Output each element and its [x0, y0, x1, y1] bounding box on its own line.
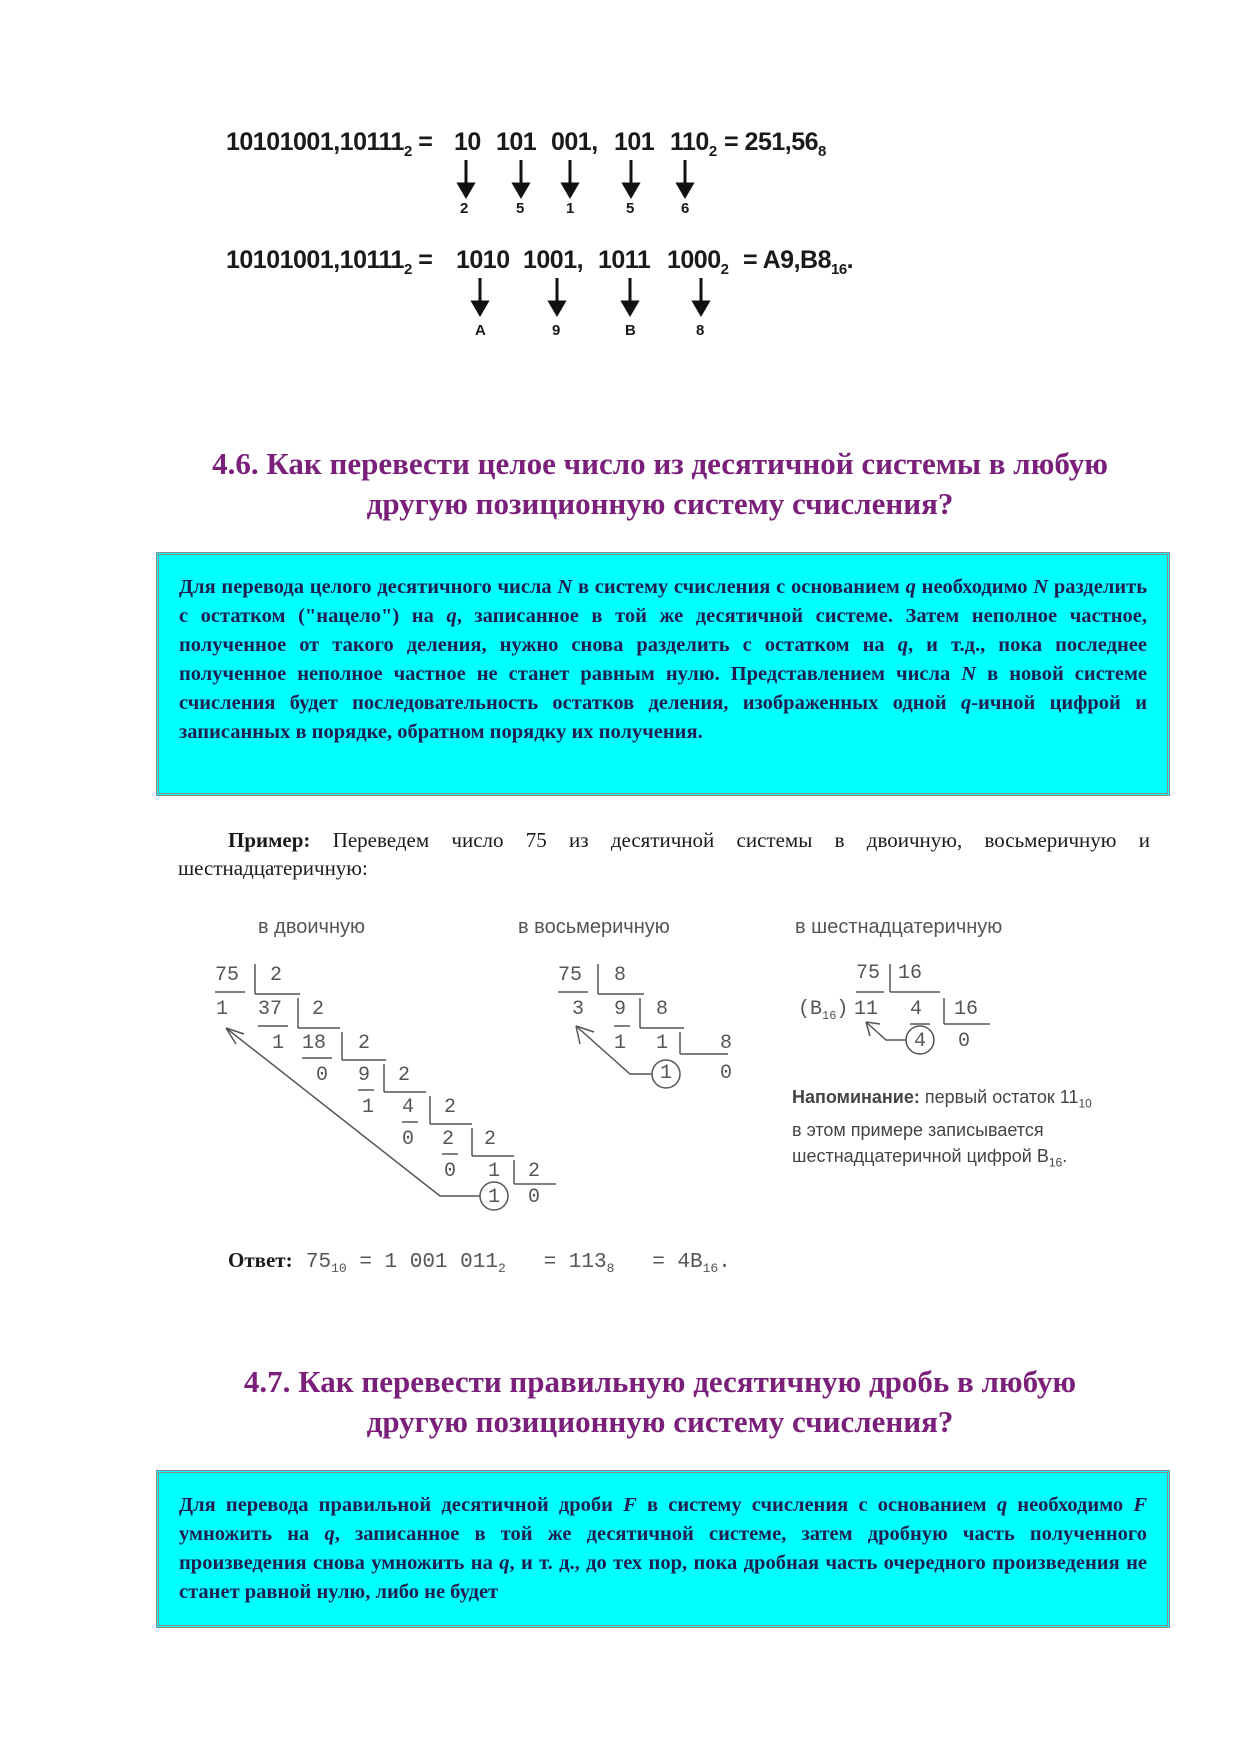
octal-remainder: 3 — [572, 998, 585, 1021]
octal-dividend: 75 — [558, 964, 583, 987]
hex-digit: A — [475, 322, 486, 339]
octal-group: 101 — [614, 128, 655, 156]
binary-remainder: 0 — [316, 1064, 329, 1087]
section-4-6-heading: 4.6. Как перевести целое число из десятичной системы в любую другую позиционную систему счисления? — [212, 446, 1108, 521]
binary-last-remainder: 1 — [488, 1186, 501, 1209]
binary-divisor: 2 — [528, 1160, 541, 1183]
binary-remainder: 1 — [272, 1032, 285, 1055]
octal-last-quotient: 0 — [720, 1062, 733, 1085]
hex-remainder: 11 — [854, 998, 879, 1021]
division-diagram-lines — [0, 940, 1239, 1220]
binary-remainder: 1 — [362, 1096, 375, 1119]
hex-group: 1011 — [598, 246, 651, 274]
octal-group: 001, — [551, 128, 598, 156]
binary-dividend: 9 — [358, 1064, 371, 1087]
rule-text: Для перевода правильной десятичной дроби F в систему счисления с основанием q необходимо F умножить на q, записанное в той же десятичной системе, затем дробную часть полученного произведения снова умножить на q, и т. д., до тех пор, пока дробная часть очередного произведения не станет равной нулю, либо не будет — [179, 1494, 1148, 1603]
hex-remainder-label: $(B_{16})$ — [798, 998, 849, 1023]
binary-divisor: 2 — [398, 1064, 411, 1087]
hex-dividend: 75 — [856, 962, 881, 985]
hex-result: = $A9,B8_{16}$. — [743, 246, 854, 278]
binary-dividend: 2 — [442, 1128, 455, 1151]
answer-line: Ответ: $75_{10} = 1$ 001 $011_2$ = $113_8$ = $4B_{16}$. — [228, 1248, 731, 1277]
binary-last-quotient: 0 — [528, 1186, 541, 1209]
diagram-title-hex: в шестнадцатеричную — [795, 916, 1003, 938]
octal-divisor: 8 — [614, 964, 627, 987]
reminder-note: Напоминание: первый остаток $11_{10}$ в этом примере записывается шестнадцатеричной цифрой $B_{16}$. — [792, 1087, 1092, 1170]
diagram-title-octal: в восьмеричную — [518, 916, 670, 938]
octal-remainder: 1 — [614, 1032, 627, 1055]
rule-text: Для перевода целого десятичного числа N в систему счисления с основанием q необходимо N разделить с остатком ("нацело") на q, записанное в той же десятичной системе. Затем неполное частное, полученное от такого деления, нужно снова разделить с остатком на q, и т.д., пока последнее полученное неполное частное не станет равным нулю. Представлением числа N в новой системе счисления будет последовательность остатков деления, изображенных одной q-ичной цифрой и записанных в порядке, обратном порядку их получения. — [179, 576, 1148, 743]
binary-remainder: 0 — [402, 1128, 415, 1151]
octal-dividend: 1 — [656, 1032, 669, 1055]
binary-divisor: 2 — [270, 964, 283, 987]
binary-dividend: 37 — [258, 998, 283, 1021]
octal-conversion-equation: $10101001,10111_2$ = — [226, 128, 433, 160]
hex-group: 1010 — [456, 246, 510, 274]
binary-divisor: 2 — [312, 998, 325, 1021]
rule-box-fraction — [156, 1470, 1170, 1628]
hex-last-remainder: 4 — [914, 1030, 927, 1053]
binary-dividend: 1 — [488, 1160, 501, 1183]
binary-divisor: 2 — [444, 1096, 457, 1119]
octal-divisor: 8 — [720, 1032, 733, 1055]
octal-result: = $251,56_8$ — [724, 128, 826, 160]
octal-group: 10 — [454, 128, 481, 156]
binary-divisor: 2 — [358, 1032, 371, 1055]
octal-digit: 6 — [681, 200, 690, 217]
hex-group: $1000_2$ — [667, 246, 729, 278]
hex-group: 1001, — [523, 246, 584, 274]
octal-digit: 5 — [516, 200, 525, 217]
octal-digit: 1 — [566, 200, 575, 217]
example-paragraph: Пример: Переведем число 75 из десятичной системы в двоичную, восьмеричную и шестнадцатеричную: — [178, 828, 1150, 880]
hex-digit: B — [625, 322, 636, 339]
hex-digit: 8 — [696, 322, 705, 339]
rule-box-integer — [156, 552, 1170, 796]
octal-digit: 5 — [626, 200, 635, 217]
binary-dividend: 18 — [302, 1032, 327, 1055]
octal-arrows — [0, 0, 1239, 360]
binary-dividend: 75 — [215, 964, 240, 987]
section-4-7-heading: 4.7. Как перевести правильную десятичную дробь в любую другую позиционную систему счисления? — [243, 1364, 1077, 1439]
binary-remainder: 1 — [216, 998, 229, 1021]
binary-remainder: 0 — [444, 1160, 457, 1183]
diagram-title-binary: в двоичную — [258, 916, 366, 938]
binary-divisor: 2 — [484, 1128, 497, 1151]
hex-divisor: 16 — [898, 962, 923, 985]
octal-group: 101 — [496, 128, 537, 156]
octal-group: $110_2$ — [670, 128, 717, 160]
hex-last-quotient: 0 — [958, 1030, 971, 1053]
binary-dividend: 4 — [402, 1096, 415, 1119]
hex-digit: 9 — [552, 322, 561, 339]
octal-dividend: 9 — [614, 998, 627, 1021]
octal-divisor: 8 — [656, 998, 669, 1021]
hex-conversion-equation: $10101001,10111_2$ = — [226, 246, 433, 278]
octal-digit: 2 — [460, 200, 469, 217]
hex-divisor: 16 — [954, 998, 979, 1021]
octal-last-remainder: 1 — [660, 1062, 673, 1085]
hex-dividend: 4 — [910, 998, 923, 1021]
